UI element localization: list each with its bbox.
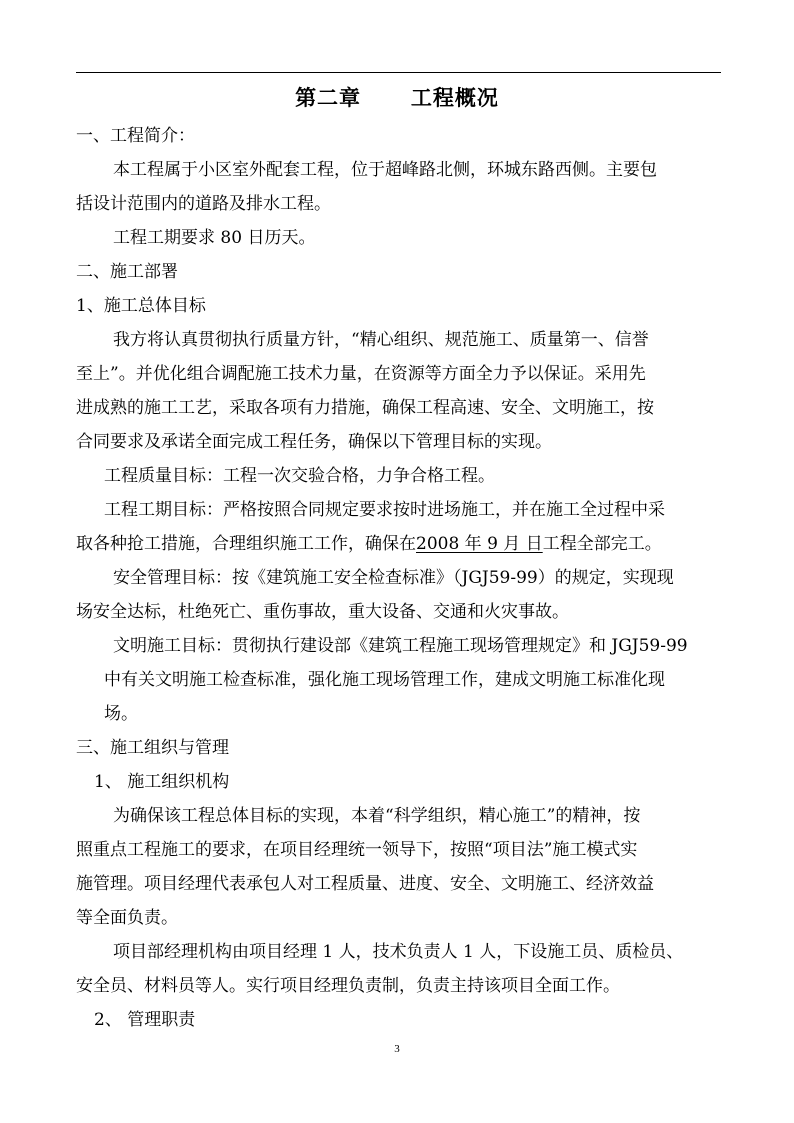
section3-paragraph-line: 照重点工程施工的要求，在项目经理统一领导下，按照“项目法”施工模式实 <box>76 840 638 860</box>
civil-goal-line: 文明施工目标：贯彻执行建设部《建筑工程施工现场管理规定》和 JGJ59-99 <box>113 636 688 656</box>
section3-paragraph-line: 等全面负责。 <box>76 908 178 928</box>
section1-heading: 一、工程简介： <box>76 126 195 146</box>
section2-heading: 二、施工部署 <box>76 262 178 282</box>
section2-paragraph-line: 我方将认真贯彻执行质量方针，“精心组织、规范施工、质量第一、信誉 <box>113 330 649 350</box>
schedule-goal-line <box>76 532 662 556</box>
safety-goal-line: 场安全达标，杜绝死亡、重伤事故，重大设备、交通和火灾事故。 <box>76 602 569 622</box>
section2-paragraph-line: 至上”。并优化组合调配施工技术力量，在资源等方面全力予以保证。采用先 <box>76 364 646 384</box>
civil-goal-line: 中有关文明施工检查标准，强化施工现场管理工作，建成文明施工标准化现 <box>104 670 665 690</box>
civil-goal-line: 场。 <box>104 704 138 724</box>
chapter-title: 第二章 工程概况 <box>295 86 499 110</box>
section3-heading: 三、施工组织与管理 <box>76 738 229 758</box>
section3-paragraph-line: 项目部经理机构由项目经理 1 人，技术负责人 1 人，下设施工员、质检员、 <box>113 942 684 962</box>
section2-paragraph-line: 合同要求及承诺全面完成工程任务，确保以下管理目标的实现。 <box>76 432 552 452</box>
schedule-text: 工程全部完工。 <box>542 534 662 554</box>
section3-paragraph-line: 安全员、材料员等人。实行项目经理负责制，负责主持该项目全面工作。 <box>76 976 620 996</box>
section3-paragraph-line: 施管理。项目经理代表承包人对工程质量、进度、安全、文明施工、经济效益 <box>76 874 654 894</box>
section2-paragraph-line: 进成熟的施工工艺，采取各项有力措施，确保工程高速、安全、文明施工，按 <box>76 398 654 418</box>
section3-subheading: 1、 施工组织机构 <box>94 772 230 792</box>
section3-subheading: 2、 管理职责 <box>94 1010 196 1030</box>
section1-paragraph-line: 工程工期要求 80 日历天。 <box>113 228 316 248</box>
quality-goal: 工程质量目标：工程一次交验合格，力争合格工程。 <box>104 466 495 486</box>
header-rule <box>76 72 721 73</box>
schedule-text: 取各种抢工措施，合理组织施工工作，确保在 <box>76 534 416 554</box>
safety-goal-line: 安全管理目标：按《建筑施工安全检查标准》（JGJ59-99）的规定，实现现 <box>113 568 674 588</box>
section2-subheading: 1、施工总体目标 <box>76 296 206 316</box>
page-number: 3 <box>394 1043 400 1055</box>
section1-paragraph-line: 括设计范围内的道路及排水工程。 <box>76 194 331 214</box>
schedule-goal-line: 工程工期目标：严格按照合同规定要求按时进场施工，并在施工全过程中采 <box>104 500 665 520</box>
section1-paragraph-line: 本工程属于小区室外配套工程，位于超峰路北侧，环城东路西侧。主要包 <box>113 160 657 180</box>
section3-paragraph-line: 为确保该工程总体目标的实现，本着“科学组织，精心施工”的精神，按 <box>113 806 641 826</box>
completion-date: 2008 年 9 月 日 <box>416 534 543 554</box>
